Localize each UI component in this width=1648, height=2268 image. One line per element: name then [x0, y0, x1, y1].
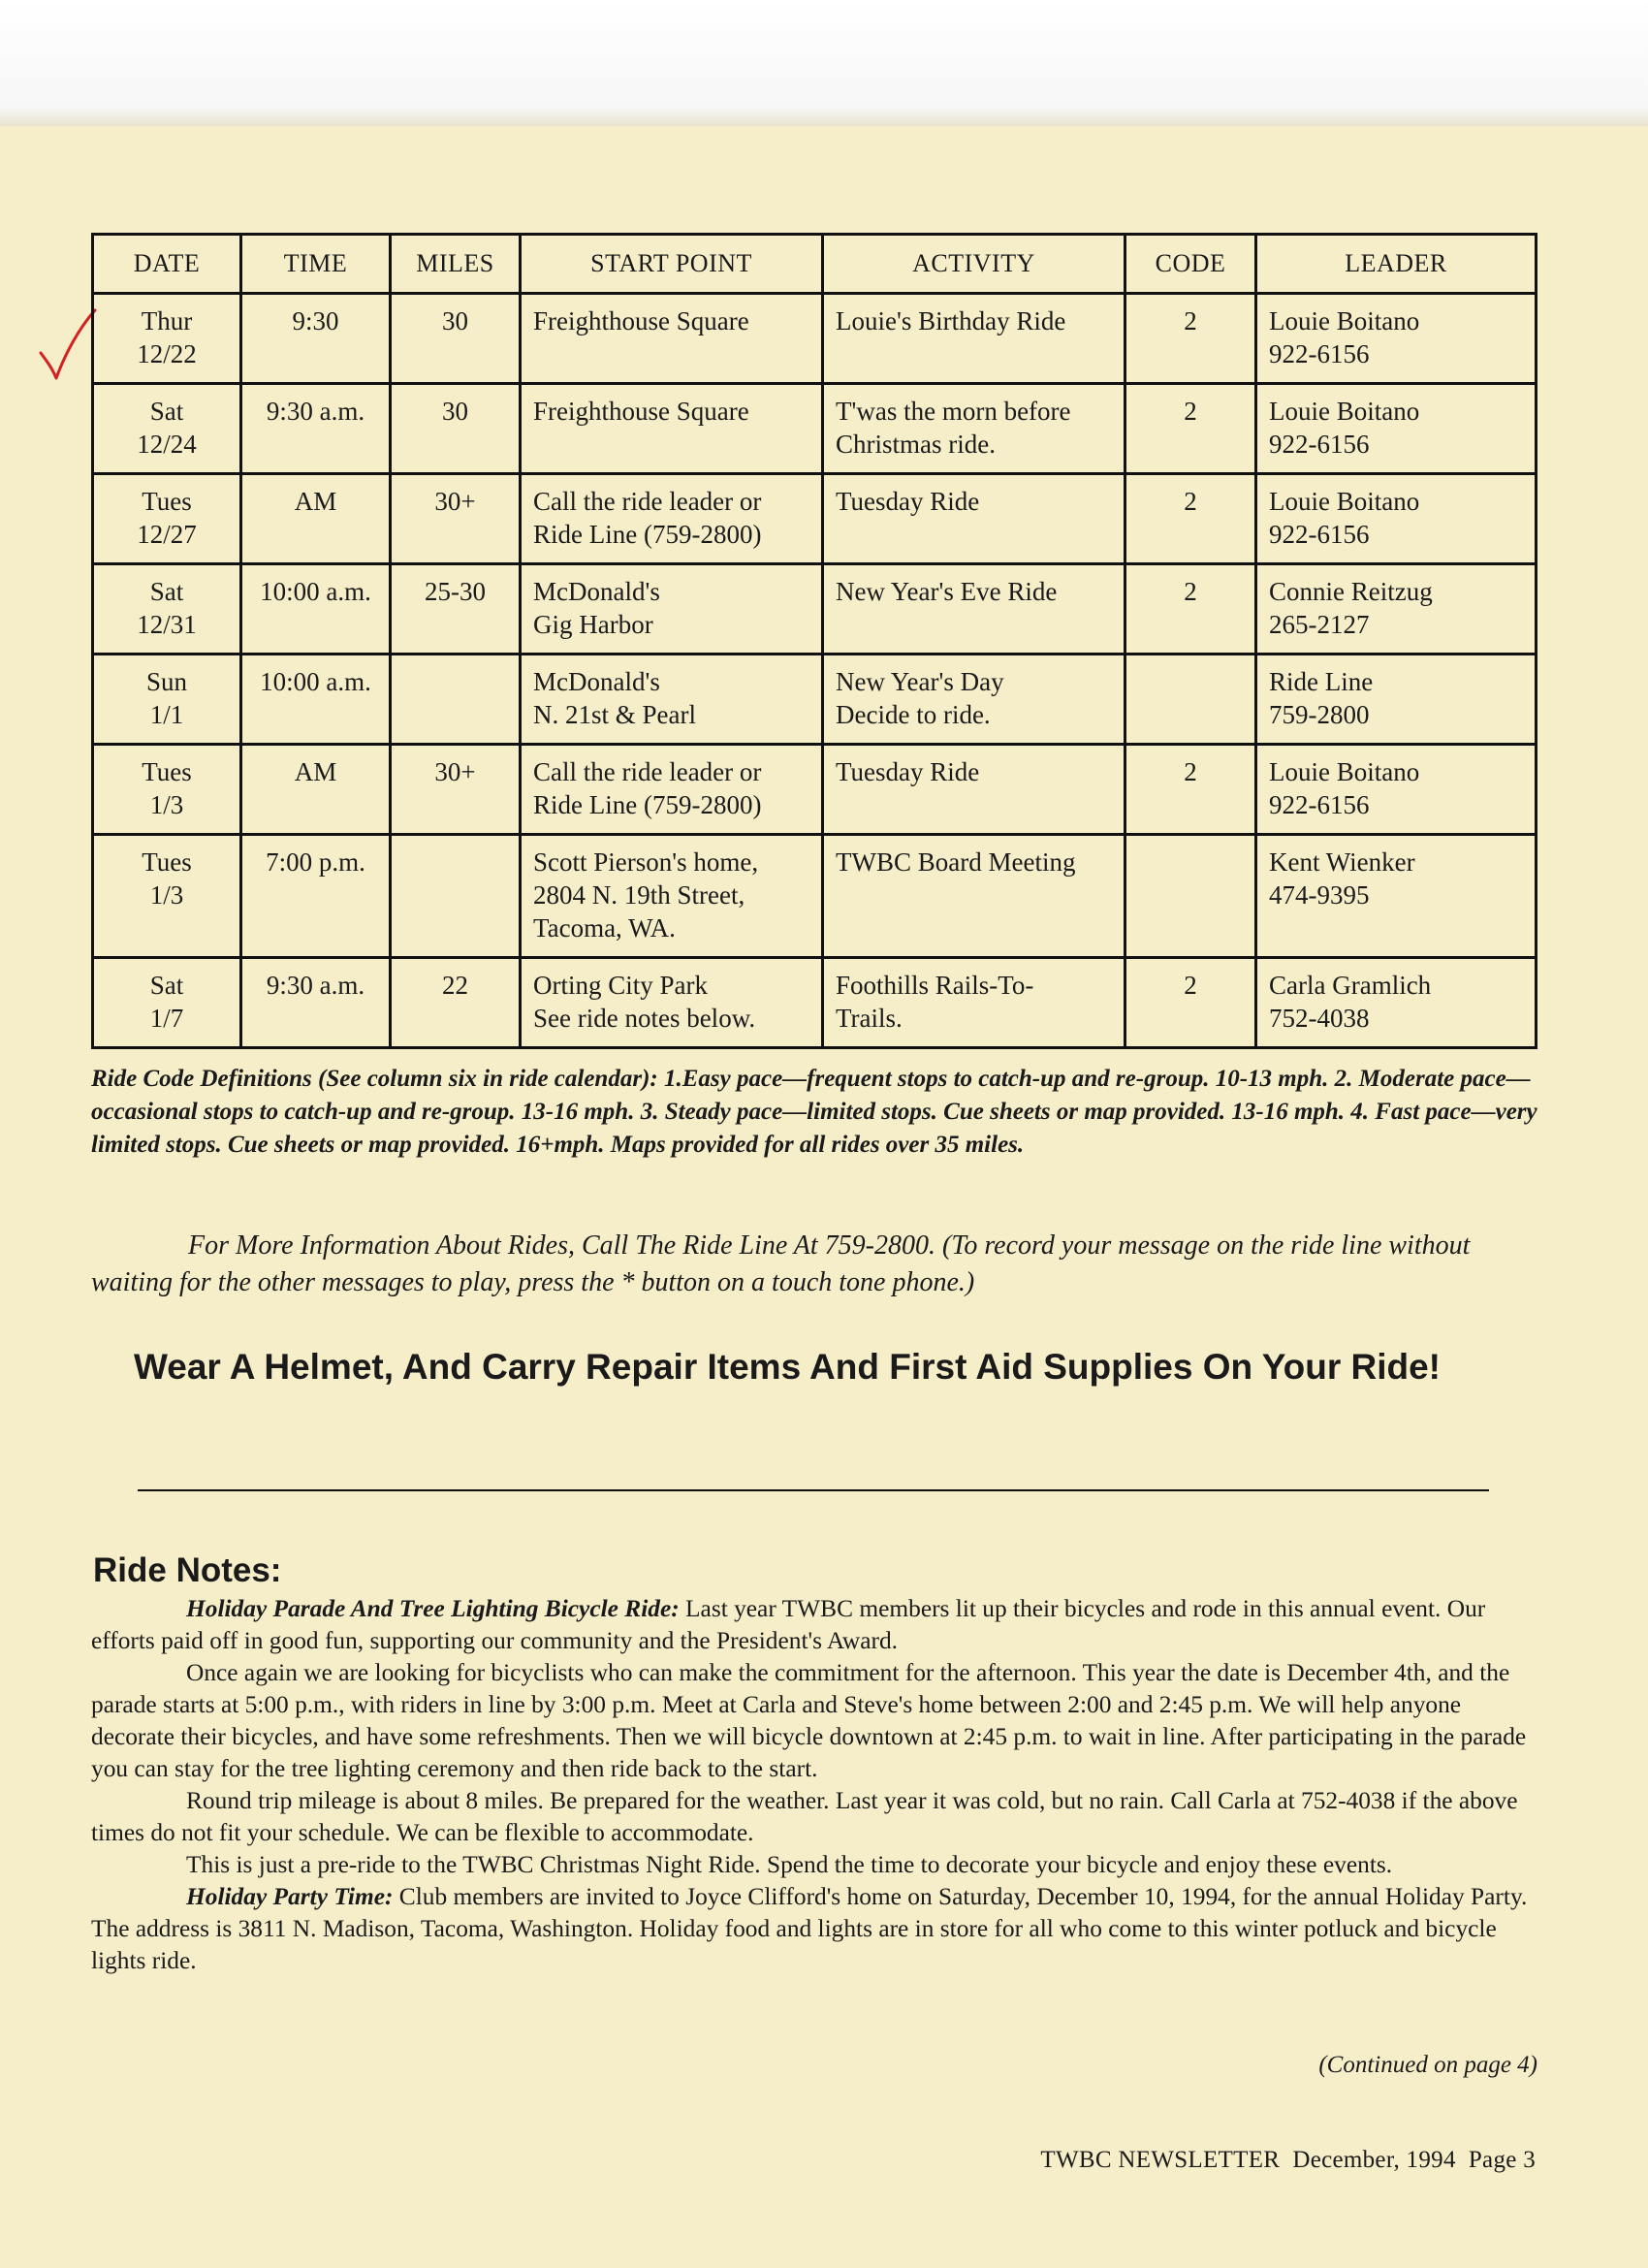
- activity-line: TWBC Board Meeting: [836, 847, 1076, 877]
- cell-time: AM: [241, 474, 391, 564]
- cell-start-point: [521, 958, 823, 1048]
- cell-miles: 30+: [391, 474, 521, 564]
- cell-date: [93, 474, 241, 564]
- cell-date: [93, 294, 241, 384]
- cell-leader: [1256, 384, 1537, 474]
- start-line: Freighthouse Square: [533, 306, 749, 335]
- table-row: [93, 958, 1537, 1048]
- cell-activity: [823, 294, 1125, 384]
- cell-start-point: [521, 564, 823, 655]
- cell-activity: [823, 474, 1125, 564]
- cell-start-point: [521, 745, 823, 835]
- activity-line: Trails.: [836, 1004, 903, 1033]
- cell-code: [1125, 655, 1256, 745]
- activity-line: Foothills Rails-To-: [836, 971, 1034, 1000]
- note-lead: Holiday Parade And Tree Lighting Bicycle Ride:: [186, 1595, 680, 1622]
- activity-line: Louie's Birthday Ride: [836, 306, 1066, 335]
- cell-miles: 25-30: [391, 564, 521, 655]
- cell-leader: [1256, 474, 1537, 564]
- activity-line: Tuesday Ride: [836, 757, 980, 786]
- cell-time: 7:00 p.m.: [241, 835, 391, 958]
- note-paragraph: This is just a pre-ride to the TWBC Christmas Night Ride. Spend the time to decorate your bicycle and enjoy these events.: [186, 1851, 1393, 1878]
- ride-calendar-table: [91, 233, 1537, 1049]
- table-row: [93, 745, 1537, 835]
- leader-phone: 265-2127: [1269, 610, 1370, 639]
- helmet-banner: Wear A Helmet, And Carry Repair Items And First Aid Supplies On Your Ride!: [134, 1347, 1442, 1387]
- table-header-row: [93, 235, 1537, 294]
- cell-start-point: [521, 384, 823, 474]
- cell-leader: [1256, 294, 1537, 384]
- leader-name: Connie Reitzug: [1269, 577, 1433, 606]
- cell-miles: 22: [391, 958, 521, 1048]
- leader-name: Carla Gramlich: [1269, 971, 1432, 1000]
- red-checkmark-icon: [37, 306, 99, 384]
- cell-code: 2: [1125, 564, 1256, 655]
- ride-code-definitions: Ride Code Definitions (See column six in ride calendar): 1.Easy pace—frequent stops to catch-up and re-group. 10-13 mph. 2. Moderate pace—occasional stops to catch-up and re-group. 13-16 mph. 3. Steady pace—limited stops. Cue sheets or map provided. 13-16 mph. 4. Fast pace—very limited stops. Cue sheets or map provided. 16+mph. Maps provided for all rides over 35 miles.: [91, 1066, 1537, 1158]
- table-row: [93, 294, 1537, 384]
- cell-leader: [1256, 835, 1537, 958]
- cell-date: [93, 835, 241, 958]
- start-line: Tacoma, WA.: [533, 913, 676, 942]
- note-paragraph: Round trip mileage is about 8 miles. Be prepared for the weather. Last year it was cold, but no rain. Call Carla at 752-4038 if the above times do not fit your schedule. We can be flexible to accommodate.: [91, 1787, 1518, 1846]
- day: Sat: [149, 397, 184, 426]
- cell-start-point: [521, 474, 823, 564]
- note-text: Club members are invited to Joyce Clifford's home on Saturday, December 10, 1994, for the annual Holiday Party. The address is 3811 N. Madison, Tacoma, Washington. Holiday food and lights are in store for all who come to this winter potluck and bicycle lights ride.: [91, 1883, 1528, 1974]
- leader-phone: 759-2800: [1269, 700, 1370, 729]
- activity-line: New Year's Eve Ride: [836, 577, 1058, 606]
- start-line: Scott Pierson's home,: [533, 847, 759, 877]
- note-lead: Holiday Party Time:: [186, 1883, 394, 1910]
- day: Sat: [149, 971, 184, 1000]
- leader-name: Kent Wienker: [1269, 847, 1415, 877]
- header-time: TIME: [241, 235, 391, 294]
- ride-notes-body: [91, 1593, 1541, 1977]
- cell-start-point: [521, 294, 823, 384]
- date: 12/22: [137, 339, 197, 368]
- cell-activity: [823, 958, 1125, 1048]
- cell-activity: [823, 564, 1125, 655]
- cell-date: [93, 655, 241, 745]
- day: Sat: [149, 577, 184, 606]
- cell-time: 10:00 a.m.: [241, 564, 391, 655]
- start-line: 2804 N. 19th Street,: [533, 880, 745, 910]
- start-line: See ride notes below.: [533, 1004, 756, 1033]
- cell-activity: [823, 384, 1125, 474]
- page-footer: [1040, 2147, 1536, 2174]
- start-line: Call the ride leader or: [533, 757, 762, 786]
- day: Sun: [145, 667, 188, 696]
- header-start-point: START POINT: [521, 235, 823, 294]
- day: Tues: [142, 487, 192, 516]
- activity-line: T'was the morn before: [836, 397, 1071, 426]
- cell-start-point: [521, 655, 823, 745]
- cell-code: [1125, 835, 1256, 958]
- date: 12/31: [137, 610, 197, 639]
- leader-phone: 922-6156: [1269, 339, 1370, 368]
- table-row: [93, 655, 1537, 745]
- footer-text: TWBC NEWSLETTER December, 1994 Page 3: [1040, 2147, 1536, 2173]
- note-paragraph: [91, 1881, 1541, 1977]
- day: Tues: [142, 847, 192, 877]
- note-text: Last year TWBC members lit up their bicycles and rode in this annual event. Our efforts paid off in good fun, supporting our community and the President's Award.: [91, 1595, 1486, 1654]
- table-row: [93, 384, 1537, 474]
- cell-activity: [823, 745, 1125, 835]
- header-activity: ACTIVITY: [823, 235, 1125, 294]
- cell-code: 2: [1125, 745, 1256, 835]
- cell-code: 2: [1125, 384, 1256, 474]
- cell-code: 2: [1125, 474, 1256, 564]
- note-paragraph: [91, 1593, 1541, 1657]
- leader-name: Louie Boitano: [1269, 757, 1420, 786]
- leader-name: Ride Line: [1269, 667, 1374, 696]
- header-miles: MILES: [391, 235, 521, 294]
- cell-miles: 30: [391, 384, 521, 474]
- cell-time: 9:30: [241, 294, 391, 384]
- date: 12/27: [137, 520, 197, 549]
- leader-name: Louie Boitano: [1269, 487, 1420, 516]
- day: Tues: [142, 757, 192, 786]
- activity-line: Christmas ride.: [836, 430, 996, 459]
- ride-notes-title: Ride Notes:: [93, 1551, 282, 1589]
- leader-name: Louie Boitano: [1269, 306, 1420, 335]
- cell-miles: 30+: [391, 745, 521, 835]
- cell-code: 2: [1125, 294, 1256, 384]
- cell-date: [93, 745, 241, 835]
- cell-miles: [391, 835, 521, 958]
- cell-start-point: [521, 835, 823, 958]
- cell-time: 9:30 a.m.: [241, 958, 391, 1048]
- activity-line: Decide to ride.: [836, 700, 991, 729]
- cell-activity: [823, 835, 1125, 958]
- activity-line: New Year's Day: [836, 667, 1004, 696]
- start-line: McDonald's: [533, 577, 660, 606]
- date: 12/24: [137, 430, 197, 459]
- date: 1/7: [149, 1004, 184, 1033]
- cell-date: [93, 564, 241, 655]
- leader-phone: 922-6156: [1269, 430, 1370, 459]
- header-code: CODE: [1125, 235, 1256, 294]
- cell-date: [93, 384, 241, 474]
- cell-miles: 30: [391, 294, 521, 384]
- cell-leader: [1256, 564, 1537, 655]
- cell-time: AM: [241, 745, 391, 835]
- cell-time: 10:00 a.m.: [241, 655, 391, 745]
- start-line: Gig Harbor: [533, 610, 653, 639]
- more-info-text: For More Information About Rides, Call The Ride Line At 759-2800. (To record your message on the ride line without waiting for the other messages to play, press the * button on a touch tone phone.): [91, 1230, 1471, 1297]
- header-date: DATE: [93, 235, 241, 294]
- cell-miles: [391, 655, 521, 745]
- cell-leader: [1256, 745, 1537, 835]
- start-line: Orting City Park: [533, 971, 708, 1000]
- activity-line: Tuesday Ride: [836, 487, 980, 516]
- leader-phone: 922-6156: [1269, 790, 1370, 819]
- note-paragraph: Once again we are looking for bicyclists who can make the commitment for the afternoon. This year the date is December 4th, and the parade starts at 5:00 p.m., with riders in line by 3:00 p.m. Meet at Carla and Steve's home between 2:00 and 2:45 p.m. We will help anyone decorate their bicycles, and have some refreshments. Then we will bicycle downtown at 2:45 p.m. to wait in line. After participating in the parade you can stay for the tree lighting ceremony and then ride back to the start.: [91, 1659, 1527, 1782]
- day: Thur: [141, 306, 193, 335]
- continued-note: (Continued on page 4): [1318, 2052, 1537, 2078]
- cell-activity: [823, 655, 1125, 745]
- date: 1/1: [149, 700, 184, 729]
- leader-phone: 752-4038: [1269, 1004, 1370, 1033]
- start-line: Freighthouse Square: [533, 397, 749, 426]
- table-row: [93, 564, 1537, 655]
- cell-leader: [1256, 655, 1537, 745]
- leader-phone: 922-6156: [1269, 520, 1370, 549]
- table-row: [93, 474, 1537, 564]
- cell-code: 2: [1125, 958, 1256, 1048]
- cell-leader: [1256, 958, 1537, 1048]
- header-leader: LEADER: [1256, 235, 1537, 294]
- start-line: Call the ride leader or: [533, 487, 762, 516]
- leader-name: Louie Boitano: [1269, 397, 1420, 426]
- scan-top-margin: [0, 0, 1648, 126]
- date: 1/3: [149, 790, 184, 819]
- start-line: Ride Line (759-2800): [533, 520, 762, 549]
- table-row: [93, 835, 1537, 958]
- cell-time: 9:30 a.m.: [241, 384, 391, 474]
- cell-date: [93, 958, 241, 1048]
- divider: [138, 1489, 1489, 1491]
- leader-phone: 474-9395: [1269, 880, 1370, 910]
- start-line: Ride Line (759-2800): [533, 790, 762, 819]
- start-line: McDonald's: [533, 667, 660, 696]
- start-line: N. 21st & Pearl: [533, 700, 696, 729]
- date: 1/3: [149, 880, 184, 910]
